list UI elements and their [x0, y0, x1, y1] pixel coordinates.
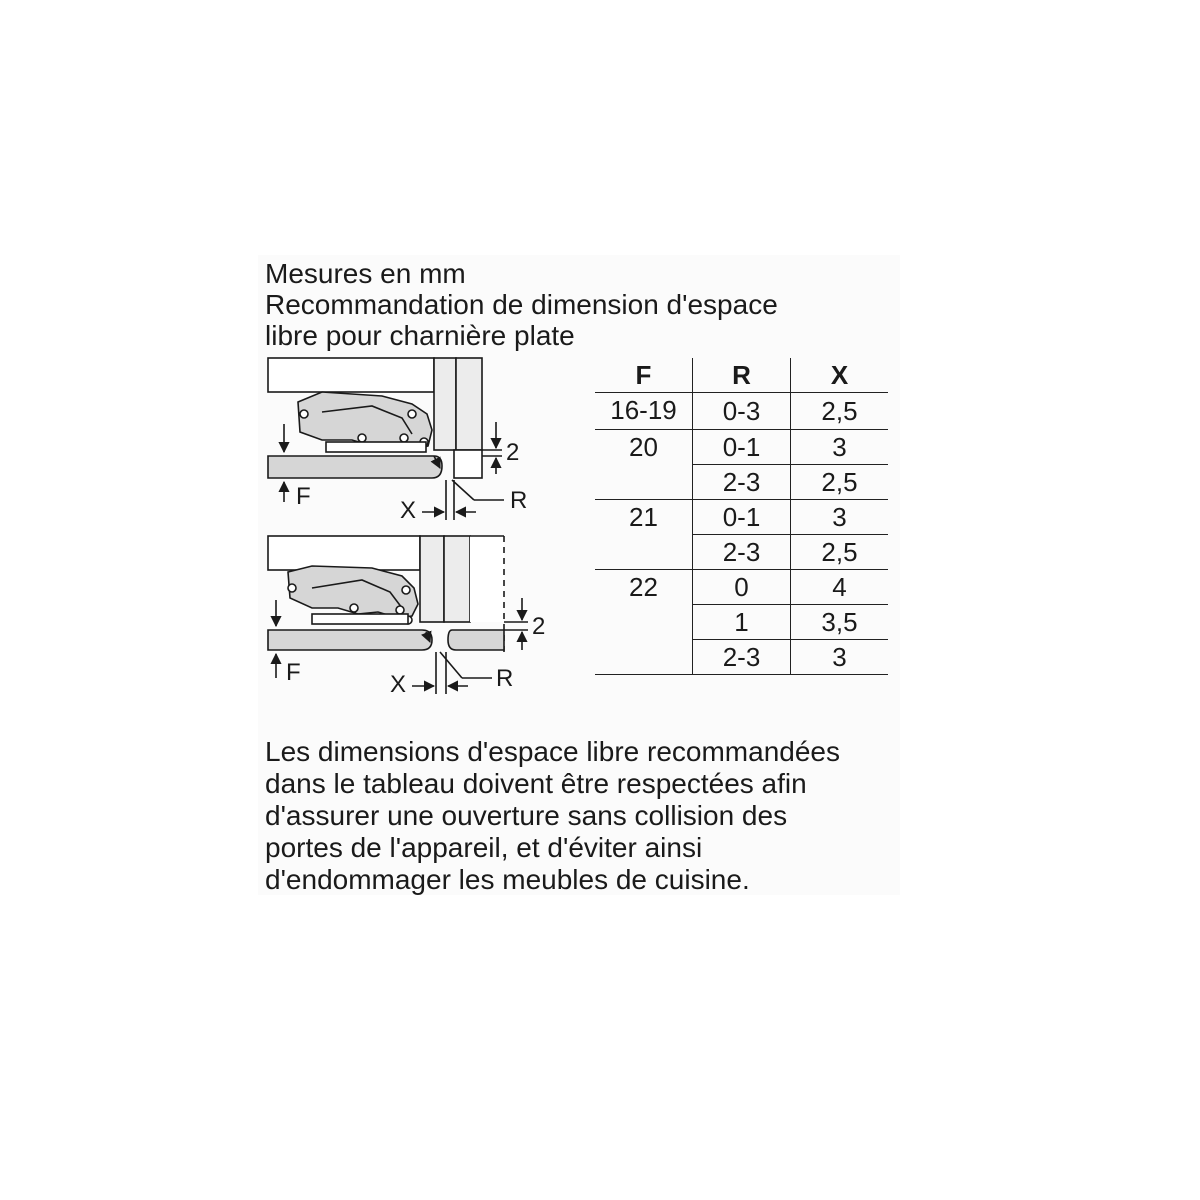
- note-line: d'assurer une ouverture sans collision des: [265, 800, 788, 831]
- cell-r: 2-3: [693, 640, 791, 675]
- cabinet-gap: [470, 536, 504, 622]
- hinge-screw: [408, 410, 416, 418]
- heading-subtitle: libre pour charnière plate: [265, 320, 575, 351]
- hinge-screw: [396, 606, 404, 614]
- note-line: Les dimensions d'espace libre recommandées: [265, 736, 840, 767]
- mounting-plate: [312, 614, 408, 624]
- mounting-plate: [326, 442, 426, 452]
- clearance-table: [595, 358, 888, 675]
- table-header-row: [595, 358, 888, 393]
- heading-units: Mesures en mm: [265, 258, 466, 289]
- table-row: [595, 393, 888, 430]
- cell-r: 2-3: [693, 535, 791, 570]
- hinge-screw: [402, 586, 410, 594]
- table-row: [595, 570, 888, 605]
- thickness-label: F: [296, 483, 311, 510]
- cell-r: 2-3: [693, 465, 791, 500]
- cell-r: 0-1: [693, 430, 791, 465]
- side-panel: [420, 536, 444, 622]
- column-header-f: F: [595, 358, 693, 393]
- cabinet-panel: [268, 358, 434, 392]
- cell-x: 2,5: [791, 465, 889, 500]
- hinge-screw: [400, 434, 408, 442]
- adjacent-door: [454, 450, 482, 478]
- radius-label: R: [510, 487, 528, 514]
- heading: [265, 258, 778, 351]
- cell-f: 20: [595, 430, 693, 500]
- offset-label: 2: [532, 613, 546, 640]
- table-row: [595, 430, 888, 465]
- side-panel: [456, 358, 482, 450]
- cell-x: 3: [791, 640, 889, 675]
- cell-x: 2,5: [791, 393, 889, 430]
- note-line: dans le tableau doivent être respectées afin: [265, 768, 807, 799]
- hinge-screw: [300, 410, 308, 418]
- cell-f: 21: [595, 500, 693, 570]
- recommendation-note: [265, 736, 840, 896]
- radius-label: R: [496, 665, 514, 692]
- note-line: portes de l'appareil, et d'éviter ainsi: [265, 832, 703, 863]
- cell-f: 16-19: [595, 393, 693, 430]
- cell-x: 2,5: [791, 535, 889, 570]
- side-panel: [444, 536, 470, 622]
- hinge-screw: [358, 434, 366, 442]
- cell-r: 0-3: [693, 393, 791, 430]
- door-panel: [268, 456, 442, 478]
- cell-x: 3: [791, 430, 889, 465]
- cell-x: 3,5: [791, 605, 889, 640]
- note-line: d'endommager les meubles de cuisine.: [265, 864, 750, 895]
- door-panel: [268, 630, 432, 650]
- cell-f: 22: [595, 570, 693, 675]
- column-header-r: R: [693, 358, 791, 393]
- radius-leader: [452, 480, 474, 500]
- table-row: [595, 500, 888, 535]
- cell-x: 4: [791, 570, 889, 605]
- gap-label: X: [400, 497, 417, 524]
- offset-label: 2: [506, 439, 520, 466]
- cell-r: 0: [693, 570, 791, 605]
- cell-x: 3: [791, 500, 889, 535]
- cell-r: 0-1: [693, 500, 791, 535]
- hinge-diagram: [262, 352, 582, 702]
- column-header-x: X: [791, 358, 889, 393]
- cabinet-panel: [268, 536, 420, 570]
- thickness-label: F: [286, 659, 301, 686]
- hinge-screw: [350, 604, 358, 612]
- cell-r: 1: [693, 605, 791, 640]
- hinge-screw: [288, 584, 296, 592]
- heading-title: Recommandation de dimension d'espace: [265, 289, 778, 320]
- adjacent-door: [448, 630, 504, 650]
- radius-leader: [440, 652, 462, 678]
- gap-label: X: [390, 671, 407, 698]
- side-panel: [434, 358, 456, 450]
